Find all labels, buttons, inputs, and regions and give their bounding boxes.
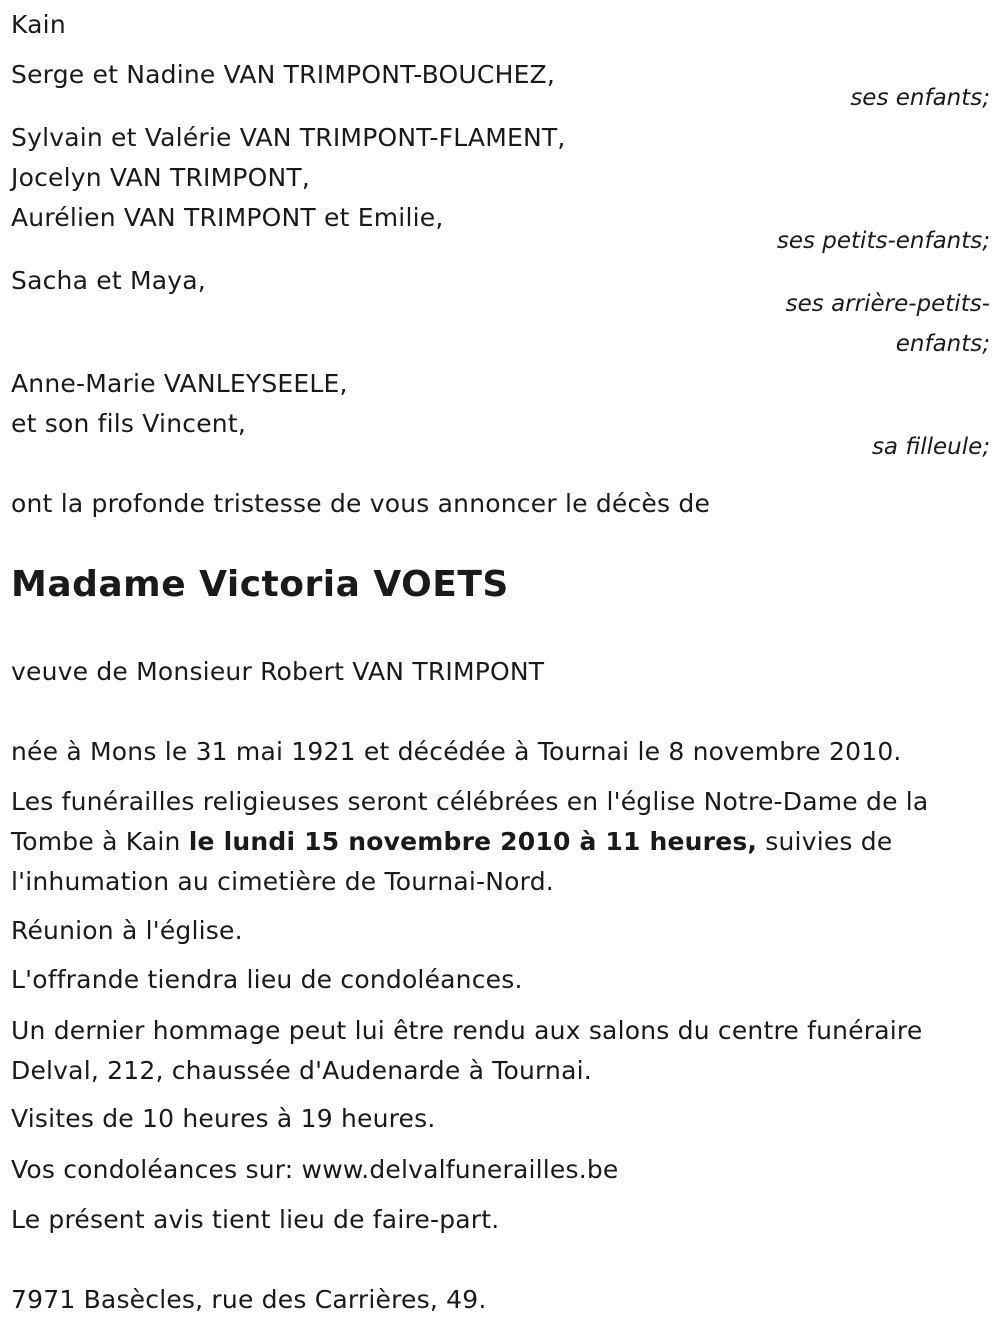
- visits-text: Visites de 10 heures à 19 heures.: [11, 1104, 436, 1133]
- announcement-text: ont la profonde tristesse de vous annoncer le décès de: [11, 489, 711, 518]
- tribute-line2: Delval, 212, chaussée d'Audenarde à Tournai.: [11, 1056, 592, 1085]
- condolences-text: Vos condoléances sur: www.delvalfunerailles.be: [11, 1155, 619, 1184]
- goddaughter-line: Anne-Marie VANLEYSEELE,: [11, 369, 348, 398]
- funeral-line2-end: suivies de: [757, 827, 893, 856]
- goddaughter-line: et son fils Vincent,: [11, 409, 246, 438]
- funeral-date-time: le lundi 15 novembre 2010 à 11 heures,: [188, 827, 758, 856]
- grandchild-line: Jocelyn VAN TRIMPONT,: [11, 163, 311, 192]
- funeral-line1: Les funérailles religieuses seront célébrées en l'église Notre-Dame de la: [11, 787, 929, 816]
- birth-death-text: née à Mons le 31 mai 1921 et décédée à Tournai le 8 novembre 2010.: [11, 737, 902, 766]
- children-role: ses enfants;: [850, 85, 990, 111]
- town-label: Kain: [11, 10, 66, 39]
- funeral-line2: [11, 822, 892, 862]
- great-grandchildren-names: Sacha et Maya,: [11, 266, 206, 295]
- funeral-line3: l'inhumation au cimetière de Tournai-Nord.: [11, 867, 554, 896]
- tribute-line1: Un dernier hommage peut lui être rendu aux salons du centre funéraire: [11, 1016, 923, 1045]
- deceased-name: Madame Victoria VOETS: [11, 564, 509, 605]
- address-text: 7971 Basècles, rue des Carrières, 49.: [11, 1285, 487, 1314]
- great-grandchildren-role-line2: enfants;: [895, 331, 990, 357]
- grandchild-line: Sylvain et Valérie VAN TRIMPONT-FLAMENT,: [11, 123, 566, 152]
- widow-of-text: veuve de Monsieur Robert VAN TRIMPONT: [11, 657, 545, 686]
- children-names: Serge et Nadine VAN TRIMPONT-BOUCHEZ,: [11, 60, 556, 89]
- great-grandchildren-role-line1: ses arrière-petits-: [785, 291, 990, 317]
- funeral-line2-start: Tombe à Kain: [11, 827, 189, 856]
- goddaughter-role: sa filleule;: [871, 434, 990, 460]
- grandchild-line: Aurélien VAN TRIMPONT et Emilie,: [11, 203, 444, 232]
- offering-text: L'offrande tiendra lieu de condoléances.: [11, 965, 523, 994]
- meeting-text: Réunion à l'église.: [11, 916, 243, 945]
- grandchildren-role: ses petits-enfants;: [776, 228, 990, 254]
- notice-text: Le présent avis tient lieu de faire-part.: [11, 1205, 500, 1234]
